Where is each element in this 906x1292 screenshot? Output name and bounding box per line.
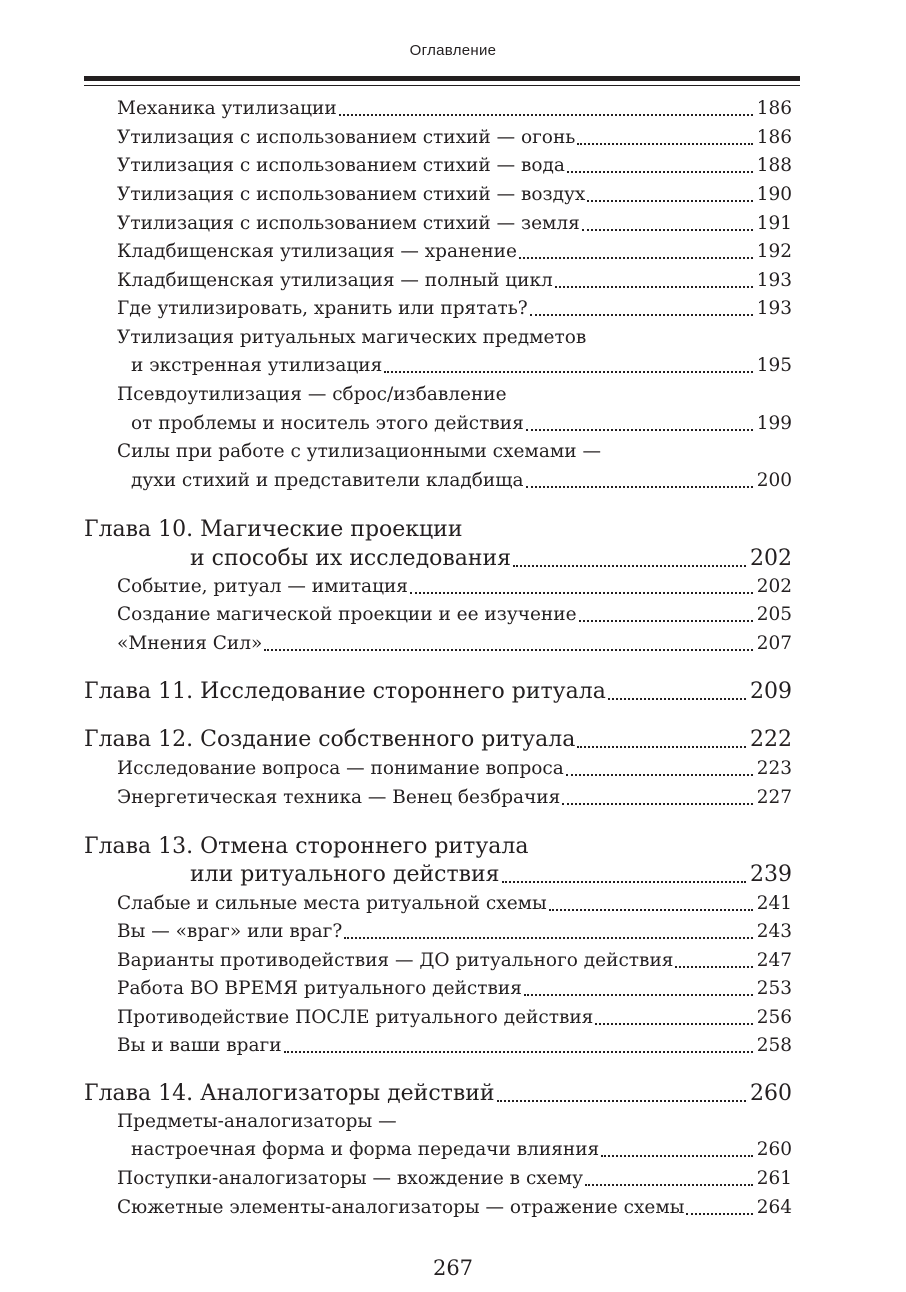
toc-page-number: 241 (756, 893, 792, 914)
toc-page-number: 243 (756, 921, 792, 942)
toc-page-number: 264 (756, 1197, 792, 1218)
toc-entry-title: Слабые и сильные места ритуальной схемы (117, 893, 547, 914)
dot-leader (555, 286, 753, 288)
toc-entry-title: Поступки-аналогизаторы — вхождение в схему (117, 1168, 583, 1189)
dot-leader (582, 229, 753, 231)
dot-leader (601, 1155, 753, 1157)
toc-chapter-line (0, 864, 906, 896)
dot-leader (577, 143, 753, 145)
toc-page-number: 205 (756, 604, 792, 625)
toc-entry-title: Исследование вопроса — понимание вопроса (117, 758, 564, 779)
dot-leader (585, 1184, 753, 1186)
toc-entry-title: Работа ВО ВРЕМЯ ритуального действия (117, 978, 522, 999)
toc-entry-title: Утилизация с использованием стихий — воздух (117, 184, 586, 205)
toc-page-number: 222 (750, 727, 792, 752)
toc-page-number: 195 (756, 355, 792, 376)
dot-leader (595, 1023, 753, 1025)
dot-leader (608, 698, 746, 700)
toc-page-number: 209 (750, 679, 792, 704)
dot-leader (497, 1100, 746, 1102)
toc-entry-title: Утилизация с использованием стихий — вода (117, 155, 565, 176)
toc-page-number: 247 (756, 950, 792, 971)
toc-entry-title: от проблемы и носитель этого действия (131, 413, 524, 434)
toc-page-number: 193 (756, 298, 792, 319)
dot-leader (526, 486, 753, 488)
toc-entry-title: Событие, ритуал — имитация (117, 576, 408, 597)
dot-leader (264, 649, 753, 651)
toc-entry-title: Псевдоутилизация — сброс/избавление (117, 384, 507, 405)
dot-leader (530, 314, 753, 316)
toc-page-number: 239 (750, 862, 792, 887)
dot-leader (339, 114, 753, 116)
toc-entry-title: Утилизация с использованием стихий — земля (117, 213, 580, 234)
toc-section-line (0, 1037, 906, 1069)
toc-page-number: 192 (756, 241, 792, 262)
toc-page-number: 186 (756, 98, 792, 119)
toc-page-number: 258 (756, 1035, 792, 1056)
toc-entry-title: Глава 13. Отмена стороннего ритуала (84, 834, 529, 859)
toc-chapter-line (0, 729, 906, 761)
toc-page-number: 256 (756, 1007, 792, 1028)
toc-entry-title: духи стихий и представители кладбища (131, 470, 524, 491)
toc-entry-title: или ритуального действия (190, 862, 500, 887)
toc-entry-title: и экстренная утилизация (131, 355, 383, 376)
toc-section-line (0, 789, 906, 821)
toc-entry-title: Кладбищенская утилизация — хранение (117, 241, 517, 262)
toc-page-number: 260 (756, 1139, 792, 1160)
toc-entry-title: Силы при работе с утилизационными схемами — (117, 441, 601, 462)
dot-leader (577, 746, 746, 748)
toc-page-number: 227 (756, 787, 792, 808)
toc-entry-title: Вы — «враг» или враг? (117, 921, 343, 942)
toc-page-number: 188 (756, 155, 792, 176)
toc-page-number: 260 (750, 1081, 792, 1106)
toc-page-number: 193 (756, 270, 792, 291)
toc-page-number: 223 (756, 758, 792, 779)
dot-leader (519, 257, 753, 259)
toc-entry-title: Где утилизировать, хранить или прятать? (117, 298, 528, 319)
dot-leader (344, 937, 753, 939)
dot-leader (686, 1213, 753, 1215)
dot-leader (549, 909, 753, 911)
toc-entry-title: и способы их исследования (190, 546, 512, 571)
dot-leader (513, 565, 746, 567)
toc-entry-title: настроечная форма и форма передачи влияния (131, 1139, 600, 1160)
toc-entry-title: Утилизация с использованием стихий — огонь (117, 127, 576, 148)
dot-leader (410, 592, 753, 594)
toc-entry-title: Утилизация ритуальных магических предметов (117, 327, 587, 348)
dot-leader (502, 881, 746, 883)
toc-page-number: 186 (756, 127, 792, 148)
running-head: Оглавление (409, 42, 497, 59)
toc-page-number: 199 (756, 413, 792, 434)
dot-leader (675, 966, 753, 968)
dot-leader (579, 620, 753, 622)
toc-entry-title: Вы и ваши враги (117, 1035, 282, 1056)
page-number: 267 (432, 1256, 474, 1280)
dot-leader (567, 171, 753, 173)
toc-entry-title: Противодействие ПОСЛЕ ритуального действия (117, 1007, 594, 1028)
toc-entry-title: Варианты противодействия — ДО ритуального действия (117, 950, 674, 971)
toc-entry-title: Предметы-аналогизаторы — (117, 1111, 397, 1132)
toc-page-number: 202 (750, 546, 792, 571)
toc-entry-title: Механика утилизации (117, 98, 337, 119)
dot-leader (524, 994, 753, 996)
toc-entry-title: Энергетическая техника — Венец безбрачия (117, 787, 561, 808)
toc-entry-title: «Мнения Сил» (117, 633, 263, 654)
dot-leader (384, 371, 753, 373)
toc-section-line (0, 472, 906, 504)
toc-section-line (0, 1199, 906, 1231)
toc-entry-title: Глава 12. Создание собственного ритуала (84, 727, 576, 752)
toc-entry-title: Глава 11. Исследование стороннего ритуала (84, 679, 606, 704)
toc-entry-title: Сюжетные элементы-аналогизаторы — отражение схемы (117, 1197, 685, 1218)
toc-page-number: 190 (756, 184, 792, 205)
toc-page-number: 207 (756, 633, 792, 654)
toc-page-number: 200 (756, 470, 792, 491)
toc-entry-title: Создание магической проекции и ее изучение (117, 604, 577, 625)
toc-chapter-line (0, 681, 906, 713)
dot-leader (284, 1051, 753, 1053)
toc-page-number: 202 (756, 576, 792, 597)
toc-section-line (0, 635, 906, 667)
dot-leader (526, 429, 753, 431)
toc-entry-title: Глава 10. Магические проекции (84, 517, 463, 542)
toc-entry-title: Кладбищенская утилизация — полный цикл (117, 270, 553, 291)
dot-leader (566, 774, 753, 776)
toc-page-number: 261 (756, 1168, 792, 1189)
toc-page-number: 191 (756, 213, 792, 234)
toc-page-number: 253 (756, 978, 792, 999)
dot-leader (587, 200, 753, 202)
toc-entry-title: Глава 14. Аналогизаторы действий (84, 1081, 495, 1106)
dot-leader (562, 803, 753, 805)
